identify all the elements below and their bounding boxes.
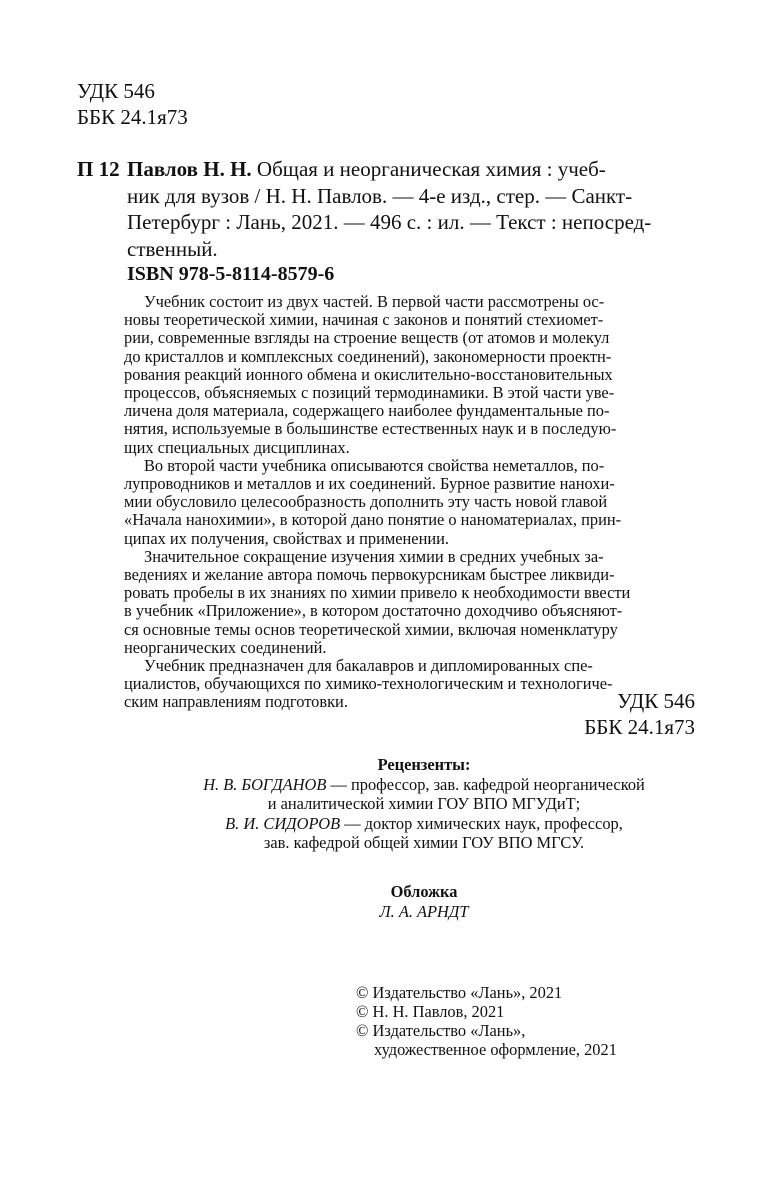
copyright-line: художественное оформление, 2021 — [374, 1040, 617, 1059]
abstract — [124, 293, 698, 712]
text-line: «Начала нанохимии», в которой дано понятие о наноматериалах, прин- — [124, 510, 622, 530]
copyright-block — [356, 983, 617, 1059]
author-name: Павлов Н. Н. — [127, 157, 252, 181]
reviewers-title: Рецензенты: — [377, 755, 471, 774]
text-line: Значительное сокращение изучения химии в средних учебных за- — [144, 546, 604, 566]
text-line: Учебник предназначен для бакалавров и дипломированных спе- — [144, 656, 593, 676]
reviewer-2-name: В. И. СИДОРОВ — [225, 813, 341, 833]
bibliographic-entry — [77, 156, 697, 262]
text-line: в учебник «Приложение», в котором достаточно доходчиво объясняют- — [124, 601, 623, 621]
text-line: неорганических соединений. — [124, 637, 327, 657]
isbn: ISBN 978-5-8114-8579-6 — [127, 263, 335, 285]
text-line: ским направлениям подготовки. — [124, 692, 348, 712]
copyright-line: © Издательство «Лань», — [356, 1021, 526, 1040]
text-line: лупроводников и металлов и их соединений. Бурное развитие нанохи- — [124, 474, 615, 494]
text-line: мии обусловило целесообразность дополнить эту часть новой главой — [124, 492, 608, 512]
title-line-3: Петербург : Лань, 2021. — 496 с. : ил. — Текст : непосред- — [127, 210, 652, 234]
copyright-line: © Издательство «Лань», 2021 — [356, 983, 563, 1002]
text-line: ся основные темы основ теоретической химии, включая номенклатуру — [124, 619, 618, 639]
text-line: личена доля материала, содержащего наиболее фундаментальные по- — [124, 401, 610, 421]
bibliographic-description — [127, 156, 697, 262]
cover-title: Обложка — [390, 882, 458, 901]
text-line: ведениях и желание автора помочь первокурсникам быстрее ликвиди- — [124, 565, 615, 585]
classification-codes-top — [77, 78, 188, 130]
title-line-1: Общая и неорганическая химия : учеб- — [251, 157, 606, 181]
text-line: щих специальных дисциплинах. — [124, 437, 350, 457]
reviewer-1-name: Н. В. БОГДАНОВ — [203, 774, 327, 794]
text-line: Учебник состоит из двух частей. В первой части рассмотрены ос- — [144, 292, 605, 311]
bbk-code: ББК 24.1я73 — [77, 105, 188, 129]
text-line: до кристаллов и комплексных соединений), закономерности проектн- — [124, 346, 612, 366]
classification-codes-bottom — [584, 688, 695, 740]
text-line: рии, современные взгляды на строение веществ (от атомов и молекул — [124, 328, 610, 348]
author-mark: П 12 — [77, 157, 120, 181]
reviewer-1-position: — профессор, зав. кафедрой неорганической — [326, 774, 645, 794]
title-line-2: ник для вузов / Н. Н. Павлов. — 4-е изд., стер. — Санкт- — [127, 183, 633, 208]
text-line: нятия, используемые в большинстве естественных наук и в последую- — [124, 419, 617, 439]
title-line-4: ственный. — [127, 236, 218, 261]
text-line: ровать пробелы в их знаниях по химии привело к необходимости ввести — [124, 583, 631, 603]
text-line: процессов, объясняемых с позиций термодинамики. В этой части уве- — [124, 383, 615, 403]
cover-credit — [150, 882, 698, 922]
copyright-line: © Н. Н. Павлов, 2021 — [356, 1002, 505, 1021]
text-line: Во второй части учебника описываются свойства неметаллов, по- — [144, 455, 605, 475]
text-line: ципах их получения, свойствах и применении. — [124, 528, 449, 548]
text-line: рования реакций ионного обмена и окислительно-восстановительных — [124, 364, 613, 384]
reviewer-2-affiliation: зав. кафедрой общей химии ГОУ ВПО МГСУ. — [263, 833, 585, 853]
cover-artist: Л. А. АРНДТ — [379, 902, 469, 921]
bbk-code: ББК 24.1я73 — [584, 715, 695, 739]
reviewers-block — [150, 755, 698, 853]
udk-code: УДК 546 — [617, 689, 695, 713]
udk-code: УДК 546 — [77, 79, 155, 103]
reviewer-2-position: — доктор химических наук, профессор, — [340, 813, 623, 833]
text-line: новы теоретической химии, начиная с законов и понятий стехиомет- — [124, 310, 604, 330]
text-line: циалистов, обучающихся по химико-технологическим и технологиче- — [124, 674, 613, 694]
reviewer-1-affiliation: и аналитической химии ГОУ ВПО МГУДиТ; — [267, 794, 581, 814]
